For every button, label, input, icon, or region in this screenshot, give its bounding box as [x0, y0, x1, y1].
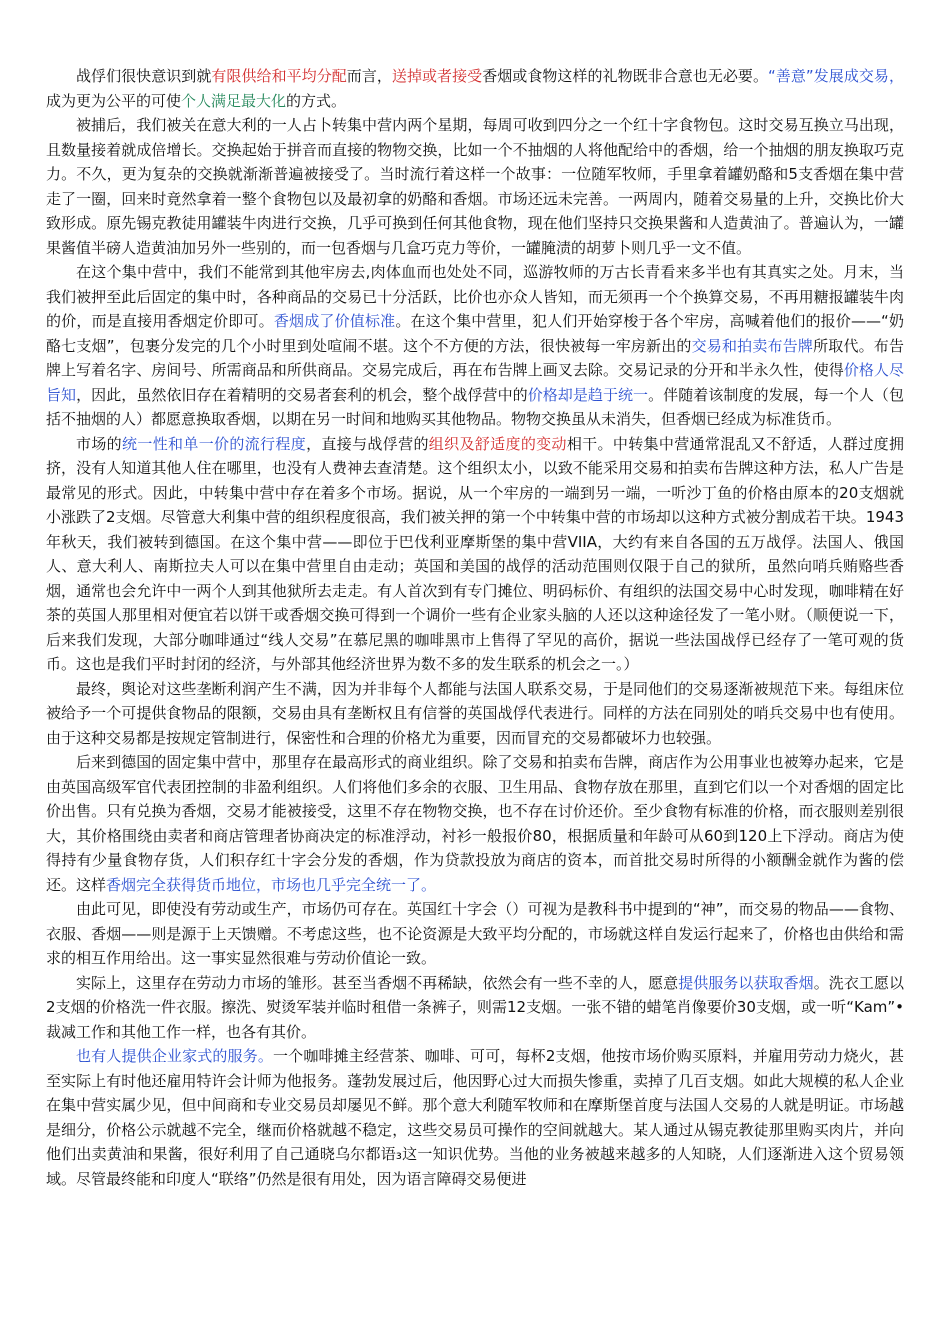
highlighted-text-blue: “善意”发展成交易， [768, 67, 904, 85]
body-text: 。洗衣工愿以2支烟的价格洗一件衣服。擦洗、熨烫军装并临时租借一条裤子，则需12支烟。一张不错的蜡笔肖像要价30支烟，或一听“Kam”•裁减工作和其他工作一样，也各有其价。 [46, 973, 904, 1041]
paragraph [46, 113, 904, 260]
body-text: 。在这个集中营里，犯人们开始穿梭于各个牢房，高喊着他们的报价——“奶酪七支烟”，包裹分发完的几个小时里到处喧闹不堪。这个不方便的方法，很快被每一牢房新出的 [46, 312, 904, 355]
body-text: 。伴随着该制度的发展，每一个人（包括不抽烟的人）都愿意换取香烟，以期在另一时间和地购买其他物品。物物交换虽从未消失，但香烟已经成为标准货币。 [46, 385, 904, 428]
body-text: 后来到德国的固定集中营中，那里存在最高形式的商业组织。除了交易和拍卖布告牌，商店作为公用事业也被筹办起来，它是由英国高级军官代表团控制的非盈利组织。人们将他们多余的衣服、卫生用品、食物存放在那里，直到它们以一个对香烟的固定比价出售。只有兑换为香烟，交易才能被接受，这里不存在物物交换，也不存在讨价还价。至少食物有标准的价格，而衣服则差别很大，其价格围绕由卖者和商店管理者协商决定的标准浮动，衬衫一般报价80，根据质量和年龄可从60到120上下浮动。商店为使得持有少量食物存货，人们积存红十字会分发的香烟，作为贷款投放为商店的资本，而首批交易时所得的小额酬金就作为酱的偿还。这样 [46, 753, 904, 894]
body-text: 最终，舆论对这些垄断利润产生不满，因为并非每个人都能与法国人联系交易，于是同他们的交易逐渐被规范下来。每组床位被给予一个可提供食物品的限额，交易由具有垄断权且有信誉的英国战俘代表进行。同样的方法在同别处的哨兵交易中也有使用。由于这种交易都是按规定管制进行，保密性和合理的价格尤为重要，因而冒充的交易都破坏力也较强。 [46, 679, 904, 747]
body-text: 市场的 [76, 434, 123, 453]
body-text: 一个咖啡摊主经营茶、咖啡、可可，每杯2支烟，他按市场价购买原料，并雇用劳动力烧火，甚至实际上有时他还雇用特许会计师为他报务。蓬勃发展过后，他因野心过大而损失惨重，卖掉了几百支烟。如此大规模的私人企业在集中营实属少见，但中间商和专业交易员却屡见不鲜。那个意大利随军牧师和在摩斯堡首度与法国人交易的人就是明证。市场越是细分，价格公示就越不完全，继而价格就越不稳定，这些交易员可操作的空间就越大。某人通过从锡克教徒那里购买肉片，并向他们出卖黄油和果酱，很好利用了自己通晓乌尔都语₃这一知识优势。当他的业务被越来越多的人知晓，人们逐渐进入这个贸易领域。尽管最终能和印度人“联络”仍然是很有用处，因为语言障碍交易便进 [46, 1047, 904, 1188]
body-text: 战俘们很快意识到就 [76, 67, 212, 85]
body-text: 由此可见，即使没有劳动或生产，市场仍可存在。英国红十字会（）可视为是教科书中提到的“神”，而交易的物品——食物、衣服、香烟——则是源于上天馈赠。不考虑这些，也不论资源是大致平均分配的，市场就这样自发运行起来了，价格也由供给和需求的相互作用给出。这一事实显然很难与劳动价值论一致。 [46, 900, 904, 967]
paragraph [46, 971, 904, 1045]
body-text: 被捕后，我们被关在意大利的一人占卜转集中营内两个星期，每周可收到四分之一个红十字食物包。这时交易互换立马出现，且数量接着就成倍增长。交换起始于拼音而直接的物物交换，比如一个不抽烟的人将他配给中的香烟，给一个抽烟的朋友换取巧克力。不久，更为复杂的交换就渐渐普遍被接受了。当时流行着这样一个故事：一位随军牧师，手里拿着罐奶酪和5支香烟在集中营走了一圈，回来时竟然拿着一整个食物包以及最初拿的奶酪和香烟。市场还远未完善。一两周内，随着交易量的上升，交换比价大致形成。原先锡克教徒用罐装牛肉进行交换，几乎可换到任何其他食物，现在他们坚持只交换果酱和人造黄油了。普遍认为，一罐果酱值半磅人造黄油加另外一些别的，而一包香烟与几盒巧克力等价，一罐腌渍的胡萝卜则几乎一文不值。 [46, 116, 904, 257]
body-text: ，直接与战俘营的 [306, 434, 429, 453]
highlighted-text-blue: 统一性和单一价的流行程度 [122, 434, 307, 453]
body-text: 实际上，这里存在劳动力市场的雏形。甚至当香烟不再稀缺，依然会有一些不幸的人，愿意 [76, 973, 679, 992]
body-text: 而言， [346, 67, 392, 85]
body-text: ，因此，虽然依旧存在着精明的交易者套利的机会，整个战俘营中的 [76, 385, 528, 404]
highlighted-text-blue: 交易和拍卖布告牌 [691, 336, 814, 355]
highlighted-text-blue: 价格人尽旨知 [46, 361, 904, 404]
body-text: 所取代。布告牌上写着名字、房间号、所需商品和所供商品。交易完成后，再在布告牌上画叉去除。交易记录的分开和半永久性，使得 [46, 336, 904, 379]
paragraph [46, 260, 904, 432]
paragraph [46, 750, 904, 897]
body-text: 相干。中转集中营通常混乱又不舒适，人群过度拥挤，没有人知道其他人住在哪里，也没有人费神去查清楚。这个组织太小，以致不能采用交易和拍卖布告牌这种方法，私人广告是最常见的形式。因此，中转集中营中存在着多个市场。据说，从一个牢房的一端到另一端，一听沙丁鱼的价格由原本的20支烟就小涨跌了2支烟。尽管意大利集中营的组织程度很高，我们被关押的第一个中转集中营的市场却以这种方式被分割成若干块。1943年秋天，我们被转到德国。在这个集中营——即位于巴伐利亚摩斯堡的集中营VIIA，大约有来自各国的五万战俘。法国人、俄国人、意大利人、南斯拉夫人可以在集中营里自由走动；英国和美国的战俘的活动范围则仅限于自己的狱所，虽然向哨兵贿赂些香烟，通常也会允许中一两个人到其他狱所去走走。有人首次到有专门摊位、明码标价、有组织的法国交易中心时发现，咖啡精在好茶的英国人那里相对便宜若以饼干或香烟交换可得到一个调价一些有企业家头脑的人还以这种途径发了一笔小财。（顺便说一下，后来我们发现，大部分咖啡通过“线人交易”在慕尼黑的咖啡黑市上售得了罕见的高价，据说一些法国战俘已经存了一笔可观的货币。这也是我们平时封闭的经济，与外部其他经济世界为数不多的发生联系的机会之一。） [46, 434, 904, 673]
body-text: 在这个集中营中，我们不能常到其他牢房去,肉体血而也处处不同，巡游牧师的万古长青看来多半也有其真实之处。月末，当我们被押至此后固定的集中时，各种商品的交易已十分活跃，比价也亦众人皆知，而无须再一个个换算交易，不再用糖报罐装牛肉的价，而是直接用香烟定价即可。 [46, 263, 904, 330]
paragraph [46, 432, 904, 677]
body-text: 香烟或食物这样的礼物既非合意也无必要。 [482, 67, 769, 85]
paragraph [46, 897, 904, 971]
highlighted-text-red: 有限供给和平均分配 [211, 67, 347, 85]
paragraph [46, 677, 904, 751]
highlighted-text-blue: 也有人提供企业家式的服务。 [76, 1047, 274, 1065]
paragraph [46, 64, 904, 113]
document-body [46, 64, 904, 1191]
highlighted-text-blue: 香烟成了价值标准 [273, 312, 396, 330]
paragraph [46, 1044, 904, 1191]
highlighted-text-blue: 价格却是趋于统一 [527, 385, 649, 404]
highlighted-text-blue: 提供服务以获取香烟 [678, 973, 814, 992]
highlighted-text-red: 组织及舒适度的变动 [428, 434, 567, 453]
body-text: 成为更为公平的可使 [46, 91, 182, 110]
highlighted-text-red: 送掉或者接受 [391, 67, 483, 85]
body-text: 的方式。 [286, 91, 347, 110]
highlighted-text-green: 个人满足最大化 [181, 91, 287, 110]
highlighted-text-blue: 香烟完全获得货币地位，市场也几乎完全统一了。 [106, 875, 437, 894]
